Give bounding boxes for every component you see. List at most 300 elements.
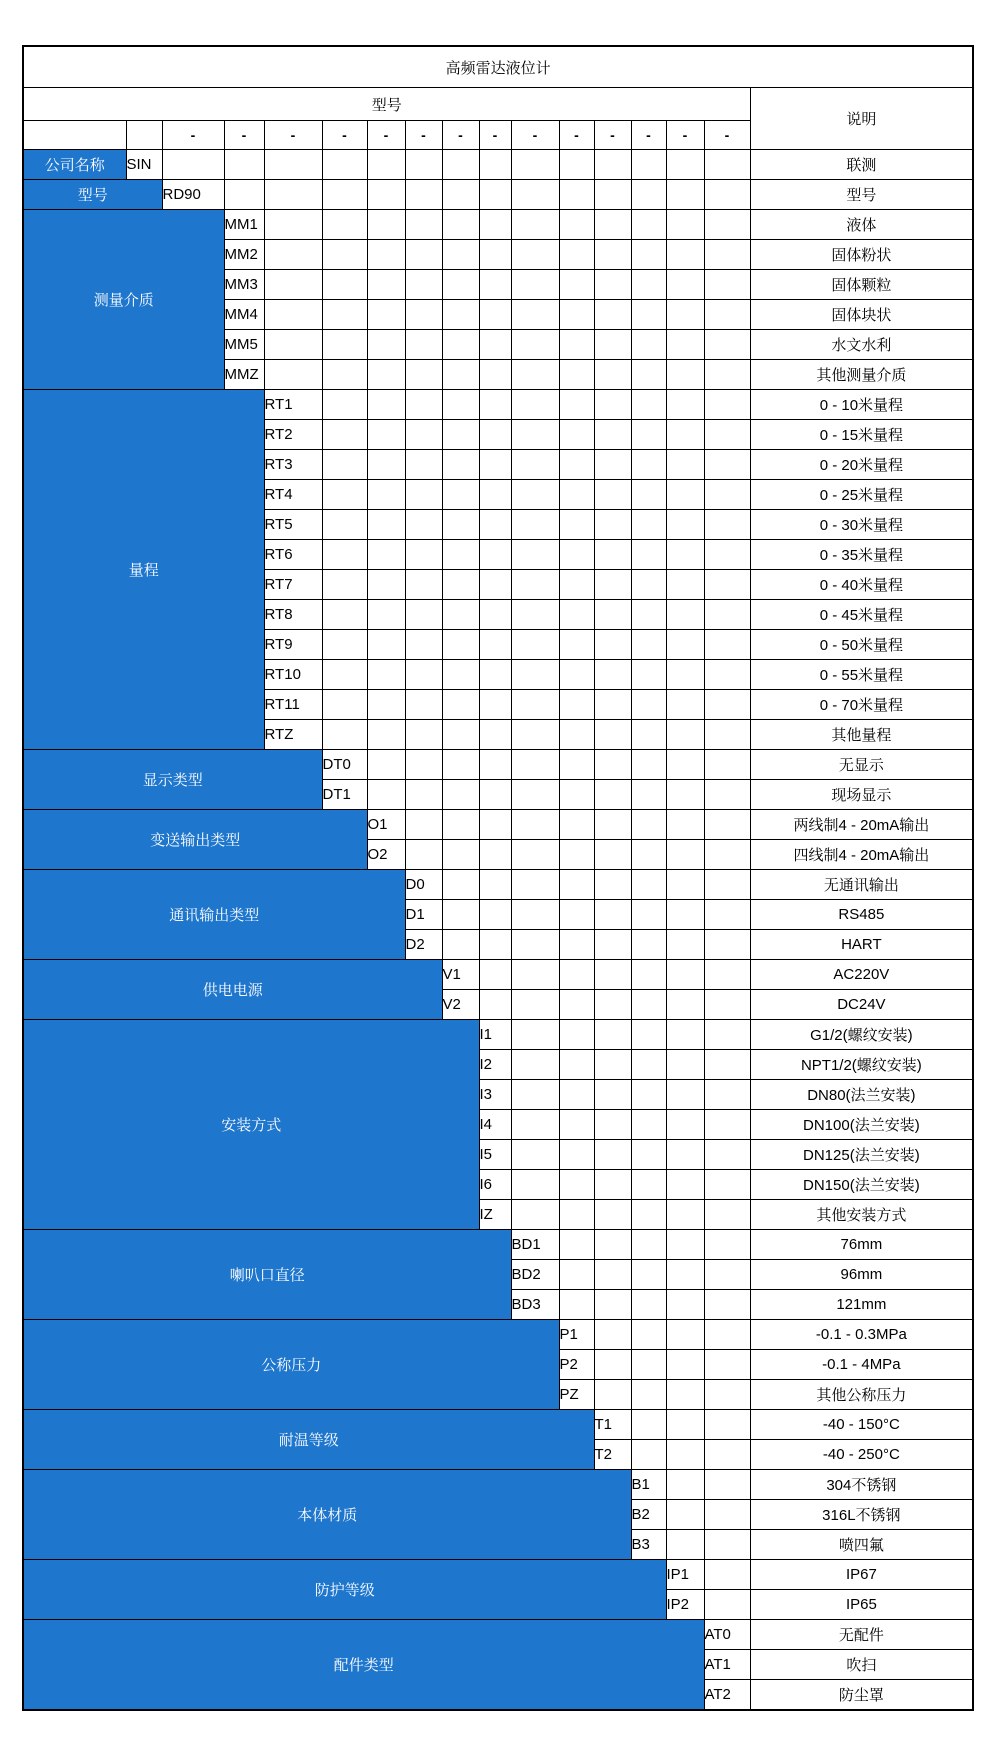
empty-cell (631, 1380, 666, 1410)
empty-cell (264, 360, 322, 390)
dash-cell: - (666, 121, 704, 150)
empty-cell (442, 660, 479, 690)
description-cell: 0 - 15米量程 (750, 420, 973, 450)
option-row (23, 960, 973, 990)
empty-cell (511, 990, 559, 1020)
description-cell: 316L不锈钢 (750, 1500, 973, 1530)
empty-cell (479, 870, 511, 900)
code-cell: RT2 (264, 420, 322, 450)
empty-cell (442, 480, 479, 510)
empty-cell (511, 720, 559, 750)
empty-cell (631, 870, 666, 900)
empty-cell (704, 1140, 750, 1170)
empty-cell (511, 240, 559, 270)
empty-cell (594, 780, 631, 810)
empty-cell (442, 570, 479, 600)
empty-cell (405, 360, 442, 390)
empty-cell (405, 690, 442, 720)
empty-cell (666, 1500, 704, 1530)
empty-cell (367, 570, 405, 600)
empty-cell (367, 450, 405, 480)
empty-cell (704, 1500, 750, 1530)
empty-cell (322, 330, 367, 360)
empty-cell (594, 1080, 631, 1110)
code-cell: D2 (405, 930, 442, 960)
empty-cell (666, 630, 704, 660)
description-cell: 0 - 40米量程 (750, 570, 973, 600)
empty-cell (559, 750, 594, 780)
empty-cell (666, 240, 704, 270)
description-cell: 两线制4 - 20mA输出 (750, 810, 973, 840)
empty-cell (322, 300, 367, 330)
description-cell: 0 - 20米量程 (750, 450, 973, 480)
empty-cell (559, 1050, 594, 1080)
code-cell: IP1 (666, 1560, 704, 1590)
code-cell: V2 (442, 990, 479, 1020)
empty-cell (559, 780, 594, 810)
empty-cell (631, 1440, 666, 1470)
empty-cell (224, 150, 264, 180)
description-cell: 固体颗粒 (750, 270, 973, 300)
description-cell: -40 - 150°C (750, 1410, 973, 1440)
empty-cell (594, 1350, 631, 1380)
empty-cell (666, 660, 704, 690)
description-cell: AC220V (750, 960, 973, 990)
empty-cell (666, 960, 704, 990)
empty-cell (631, 1230, 666, 1260)
empty-cell (322, 240, 367, 270)
empty-cell (405, 750, 442, 780)
dash-cell: - (322, 121, 367, 150)
empty-cell (511, 1020, 559, 1050)
description-cell: 型号 (750, 180, 973, 210)
code-cell: RT1 (264, 390, 322, 420)
empty-cell (704, 1530, 750, 1560)
code-cell: O1 (367, 810, 405, 840)
empty-cell (666, 780, 704, 810)
empty-cell (631, 420, 666, 450)
empty-cell (666, 540, 704, 570)
empty-cell (559, 720, 594, 750)
description-cell: -0.1 - 4MPa (750, 1350, 973, 1380)
empty-cell (559, 630, 594, 660)
empty-cell (631, 1110, 666, 1140)
empty-cell (559, 960, 594, 990)
empty-cell (631, 480, 666, 510)
empty-cell (666, 1260, 704, 1290)
empty-cell (405, 840, 442, 870)
empty-cell (479, 600, 511, 630)
description-cell: 304不锈钢 (750, 1470, 973, 1500)
empty-cell (594, 1320, 631, 1350)
empty-cell (367, 150, 405, 180)
code-cell: IZ (479, 1200, 511, 1230)
empty-cell (704, 600, 750, 630)
empty-cell (264, 210, 322, 240)
empty-cell (511, 960, 559, 990)
empty-cell (704, 930, 750, 960)
empty-cell (704, 960, 750, 990)
empty-cell (511, 660, 559, 690)
empty-cell (511, 300, 559, 330)
empty-cell (322, 570, 367, 600)
description-cell: 121mm (750, 1290, 973, 1320)
empty-cell (442, 180, 479, 210)
empty-cell (631, 360, 666, 390)
empty-cell (479, 570, 511, 600)
dash-cell: - (594, 121, 631, 150)
empty-cell (511, 510, 559, 540)
empty-cell (511, 270, 559, 300)
empty-cell (559, 270, 594, 300)
description-cell: 0 - 35米量程 (750, 540, 973, 570)
empty-cell (594, 690, 631, 720)
option-row (23, 870, 973, 900)
empty-cell (704, 1470, 750, 1500)
empty-cell (442, 870, 479, 900)
empty-cell (559, 1260, 594, 1290)
empty-cell (442, 450, 479, 480)
description-cell: DN125(法兰安装) (750, 1140, 973, 1170)
description-cell: 其他公称压力 (750, 1380, 973, 1410)
empty-cell (666, 810, 704, 840)
empty-cell (479, 150, 511, 180)
code-cell: T2 (594, 1440, 631, 1470)
empty-cell (367, 240, 405, 270)
empty-cell (559, 210, 594, 240)
description-cell: -40 - 250°C (750, 1440, 973, 1470)
description-cell: IP65 (750, 1590, 973, 1620)
code-cell: DT0 (322, 750, 367, 780)
empty-cell (367, 780, 405, 810)
empty-cell (559, 390, 594, 420)
empty-cell (405, 540, 442, 570)
empty-cell (442, 330, 479, 360)
code-cell: RT4 (264, 480, 322, 510)
empty-cell (405, 660, 442, 690)
empty-cell (511, 180, 559, 210)
empty-cell (405, 180, 442, 210)
empty-cell (594, 990, 631, 1020)
option-row (23, 750, 973, 780)
code-cell: V1 (442, 960, 479, 990)
option-row (23, 1320, 973, 1350)
option-row (23, 1020, 973, 1050)
empty-cell (511, 1080, 559, 1110)
empty-cell (442, 900, 479, 930)
empty-cell (666, 1440, 704, 1470)
empty-cell (666, 720, 704, 750)
empty-cell (264, 240, 322, 270)
category-label: 公司名称 (23, 150, 126, 180)
empty-cell (704, 1260, 750, 1290)
code-cell: BD3 (511, 1290, 559, 1320)
empty-cell (479, 690, 511, 720)
option-row (23, 150, 973, 180)
description-cell: 76mm (750, 1230, 973, 1260)
category-label: 公称压力 (23, 1320, 559, 1410)
empty-cell (511, 1110, 559, 1140)
empty-cell (594, 300, 631, 330)
code-cell: AT0 (704, 1620, 750, 1650)
code-cell: RT5 (264, 510, 322, 540)
description-cell: 0 - 25米量程 (750, 480, 973, 510)
empty-cell (367, 630, 405, 660)
empty-cell (704, 1290, 750, 1320)
code-cell: B3 (631, 1530, 666, 1560)
empty-cell (704, 1440, 750, 1470)
empty-cell (442, 270, 479, 300)
empty-cell (479, 300, 511, 330)
header-row (23, 88, 973, 121)
description-cell: 其他量程 (750, 720, 973, 750)
option-row (23, 390, 973, 420)
empty-cell (511, 630, 559, 660)
empty-cell (594, 270, 631, 300)
empty-cell (162, 150, 224, 180)
empty-cell (704, 1590, 750, 1620)
empty-cell (704, 150, 750, 180)
empty-cell (405, 210, 442, 240)
option-row (23, 210, 973, 240)
category-label: 喇叭口直径 (23, 1230, 511, 1320)
empty-cell (367, 420, 405, 450)
empty-cell (559, 660, 594, 690)
code-cell: P1 (559, 1320, 594, 1350)
empty-cell (594, 450, 631, 480)
empty-cell (559, 450, 594, 480)
empty-cell (704, 480, 750, 510)
empty-cell (559, 1140, 594, 1170)
code-cell: I3 (479, 1080, 511, 1110)
dash-cell: - (367, 121, 405, 150)
empty-cell (704, 1410, 750, 1440)
empty-cell (367, 720, 405, 750)
empty-cell (631, 1140, 666, 1170)
empty-cell (479, 330, 511, 360)
empty-cell (704, 690, 750, 720)
empty-cell (126, 121, 162, 150)
empty-cell (442, 930, 479, 960)
empty-cell (704, 1050, 750, 1080)
description-cell: HART (750, 930, 973, 960)
empty-cell (704, 900, 750, 930)
empty-cell (264, 180, 322, 210)
empty-cell (704, 360, 750, 390)
empty-cell (631, 1410, 666, 1440)
empty-cell (704, 810, 750, 840)
empty-cell (405, 810, 442, 840)
empty-cell (479, 540, 511, 570)
empty-cell (367, 750, 405, 780)
empty-cell (367, 360, 405, 390)
empty-cell (704, 1320, 750, 1350)
empty-cell (479, 810, 511, 840)
empty-cell (704, 750, 750, 780)
empty-cell (631, 900, 666, 930)
description-cell: 固体粉状 (750, 240, 973, 270)
empty-cell (594, 420, 631, 450)
code-cell: MM3 (224, 270, 264, 300)
category-label: 本体材质 (23, 1470, 631, 1560)
empty-cell (405, 720, 442, 750)
empty-cell (511, 330, 559, 360)
empty-cell (479, 720, 511, 750)
empty-cell (405, 510, 442, 540)
empty-cell (666, 1470, 704, 1500)
empty-cell (594, 1170, 631, 1200)
empty-cell (666, 1020, 704, 1050)
dash-cell: - (559, 121, 594, 150)
empty-cell (594, 360, 631, 390)
empty-cell (704, 660, 750, 690)
option-row (23, 1230, 973, 1260)
empty-cell (479, 390, 511, 420)
empty-cell (666, 600, 704, 630)
code-cell: BD2 (511, 1260, 559, 1290)
empty-cell (666, 1530, 704, 1560)
empty-cell (704, 630, 750, 660)
empty-cell (367, 480, 405, 510)
empty-cell (322, 180, 367, 210)
empty-cell (704, 1170, 750, 1200)
empty-cell (511, 780, 559, 810)
empty-cell (594, 150, 631, 180)
empty-cell (367, 300, 405, 330)
empty-cell (666, 510, 704, 540)
dash-cell: - (479, 121, 511, 150)
empty-cell (442, 150, 479, 180)
empty-cell (479, 270, 511, 300)
empty-cell (666, 690, 704, 720)
empty-cell (367, 330, 405, 360)
empty-cell (479, 840, 511, 870)
empty-cell (322, 390, 367, 420)
empty-cell (511, 750, 559, 780)
description-cell: 0 - 45米量程 (750, 600, 973, 630)
empty-cell (594, 960, 631, 990)
description-cell: 0 - 55米量程 (750, 660, 973, 690)
code-cell: RD90 (162, 180, 224, 210)
empty-cell (704, 330, 750, 360)
empty-cell (367, 510, 405, 540)
description-cell: 无配件 (750, 1620, 973, 1650)
empty-cell (511, 1170, 559, 1200)
empty-cell (559, 1110, 594, 1140)
empty-cell (322, 270, 367, 300)
empty-cell (594, 750, 631, 780)
empty-cell (405, 300, 442, 330)
empty-cell (479, 180, 511, 210)
empty-cell (322, 450, 367, 480)
empty-cell (442, 540, 479, 570)
empty-cell (704, 300, 750, 330)
code-cell: RT9 (264, 630, 322, 660)
empty-cell (594, 660, 631, 690)
empty-cell (442, 810, 479, 840)
empty-cell (322, 480, 367, 510)
empty-cell (666, 360, 704, 390)
dash-cell: - (511, 121, 559, 150)
empty-cell (704, 1380, 750, 1410)
empty-cell (666, 480, 704, 510)
empty-cell (704, 1200, 750, 1230)
empty-cell (594, 900, 631, 930)
empty-cell (322, 150, 367, 180)
description-cell: DN100(法兰安装) (750, 1110, 973, 1140)
category-label: 变送输出类型 (23, 810, 367, 870)
empty-cell (666, 570, 704, 600)
option-row (23, 810, 973, 840)
category-label: 防护等级 (23, 1560, 666, 1620)
empty-cell (442, 360, 479, 390)
empty-cell (594, 600, 631, 630)
description-cell: DN150(法兰安装) (750, 1170, 973, 1200)
empty-cell (704, 990, 750, 1020)
code-cell: AT1 (704, 1650, 750, 1680)
empty-cell (367, 660, 405, 690)
empty-cell (631, 210, 666, 240)
empty-cell (704, 210, 750, 240)
empty-cell (442, 840, 479, 870)
empty-cell (479, 480, 511, 510)
empty-cell (322, 510, 367, 540)
empty-cell (559, 1290, 594, 1320)
empty-cell (631, 1200, 666, 1230)
empty-cell (594, 1200, 631, 1230)
empty-cell (666, 1290, 704, 1320)
empty-cell (631, 660, 666, 690)
empty-cell (704, 1110, 750, 1140)
code-cell: RT10 (264, 660, 322, 690)
empty-cell (23, 121, 126, 150)
description-cell: 其他安装方式 (750, 1200, 973, 1230)
empty-cell (594, 870, 631, 900)
empty-cell (631, 1020, 666, 1050)
empty-cell (631, 1080, 666, 1110)
code-cell: MM5 (224, 330, 264, 360)
model-selection-table (22, 45, 974, 1711)
code-cell: RT6 (264, 540, 322, 570)
category-label: 供电电源 (23, 960, 442, 1020)
empty-cell (594, 510, 631, 540)
empty-cell (559, 330, 594, 360)
empty-cell (559, 510, 594, 540)
empty-cell (594, 180, 631, 210)
empty-cell (594, 720, 631, 750)
empty-cell (666, 210, 704, 240)
empty-cell (631, 600, 666, 630)
empty-cell (559, 690, 594, 720)
empty-cell (511, 1200, 559, 1230)
empty-cell (511, 600, 559, 630)
empty-cell (631, 630, 666, 660)
empty-cell (322, 540, 367, 570)
code-cell: MMZ (224, 360, 264, 390)
empty-cell (594, 1020, 631, 1050)
empty-cell (594, 630, 631, 660)
empty-cell (666, 1110, 704, 1140)
description-cell: 96mm (750, 1260, 973, 1290)
empty-cell (666, 300, 704, 330)
empty-cell (631, 570, 666, 600)
empty-cell (631, 720, 666, 750)
description-cell: DN80(法兰安装) (750, 1080, 973, 1110)
empty-cell (511, 1050, 559, 1080)
dash-cell: - (224, 121, 264, 150)
empty-cell (511, 420, 559, 450)
code-cell: AT2 (704, 1680, 750, 1710)
